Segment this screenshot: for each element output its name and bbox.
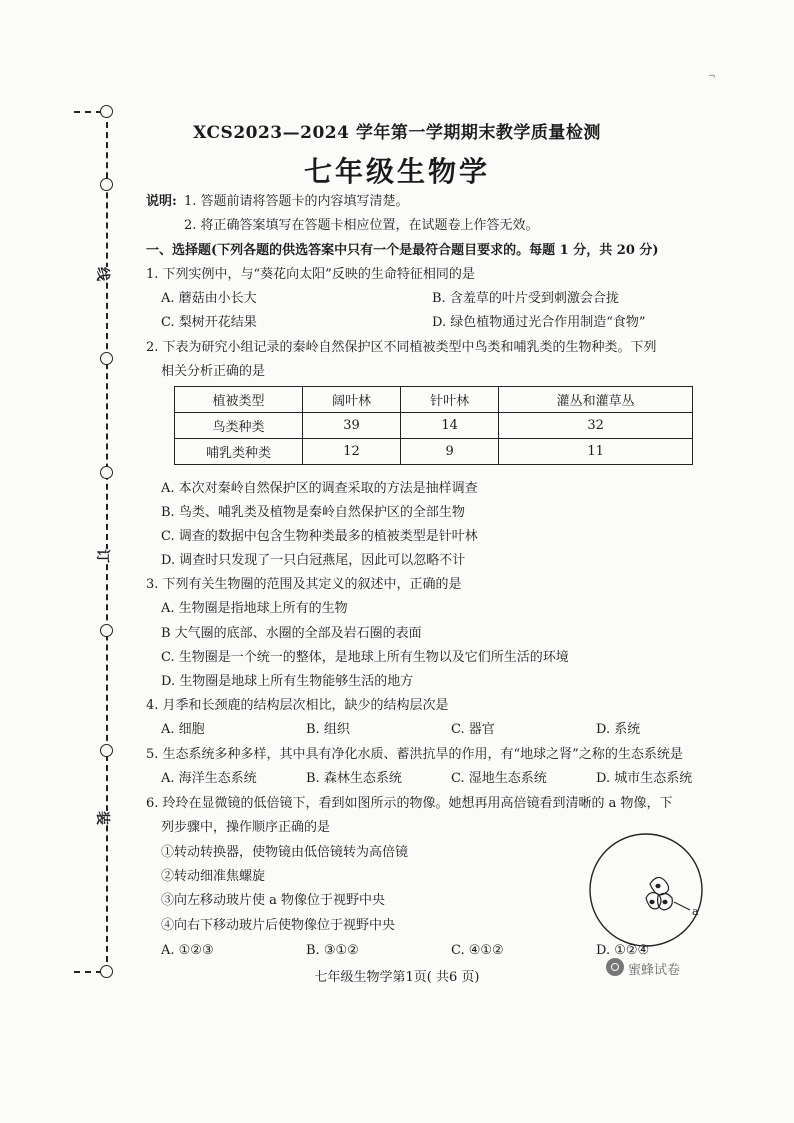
table-header-cell: 针叶林 — [401, 387, 499, 413]
q6-stem-line-2: 列步骤中，操作顺序正确的是 — [161, 820, 331, 835]
q5-option-b: B. 森林生态系统 — [306, 771, 402, 786]
q3-option-d: D. 生物圈是地球上所有生物能够生活的地方 — [161, 674, 414, 689]
binding-hole — [100, 466, 113, 479]
cell-cluster — [646, 877, 672, 910]
notes-label: 说明: — [146, 194, 177, 209]
q2-option-d: D. 调查时只发现了一只白冠燕尾，因此可以忽略不计 — [161, 553, 466, 568]
q5-option-d: D. 城市生态系统 — [596, 771, 693, 786]
q1-option-a: A. 蘑菇由小长大 — [161, 291, 257, 306]
figure-label-a: a — [692, 905, 699, 918]
table-row — [175, 439, 693, 465]
q2-option-c: C. 调查的数据中包含生物种类最多的植被类型是针叶林 — [161, 529, 478, 544]
q1-stem: 1. 下列实例中，与“葵花向太阳”反映的生命特征相同的是 — [146, 267, 475, 282]
q6-step-1: ①转动转换器，使物镜由低倍镜转为高倍镜 — [161, 845, 409, 860]
watermark-text: 蜜蜂试卷 — [628, 963, 681, 978]
q3-option-a: A. 生物圈是指地球上所有的生物 — [161, 601, 348, 616]
binding-hole — [100, 105, 113, 118]
table-cell: 11 — [499, 439, 693, 465]
q2-stem-line-2: 相关分析正确的是 — [161, 364, 266, 379]
q1-option-b: B. 含羞草的叶片受到刺激会合拢 — [432, 291, 619, 306]
q1-option-d: D. 绿色植物通过光合作用制造“食物” — [432, 315, 646, 330]
q3-option-c: C. 生物圈是一个统一的整体，是地球上所有生物以及它们所生活的环境 — [161, 650, 569, 665]
q6-option-c: C. ④①② — [451, 943, 504, 958]
watermark — [606, 956, 706, 978]
microscope-field-figure — [584, 828, 712, 956]
page-footer: 七年级生物学第1页( 共6 页) — [314, 970, 480, 985]
q4-option-a: A. 细胞 — [161, 722, 205, 737]
table-cell: 哺乳类种类 — [175, 439, 303, 465]
table-row — [175, 413, 693, 439]
q6-step-4: ④向右下移动玻片后使物像位于视野中央 — [161, 918, 396, 933]
table-cell: 12 — [303, 439, 401, 465]
binding-hole — [100, 624, 113, 637]
notes-line-1: 1. 答题前请将答题卡的内容填写清楚。 — [184, 194, 409, 209]
label-pointer-line — [674, 902, 690, 910]
q6-option-b: B. ③①② — [306, 943, 359, 958]
q2-stem-line-1: 2. 下表为研究小组记录的秦岭自然保护区不同植被类型中鸟类和哺乳类的生物种类。下列 — [146, 340, 657, 355]
q5-option-a: A. 海洋生态系统 — [161, 771, 257, 786]
binding-char-order: 订 — [93, 549, 113, 563]
q2-option-a: A. 本次对秦岭自然保护区的调查采取的方法是抽样调查 — [161, 481, 478, 496]
field-of-view-circle — [590, 834, 702, 946]
binding-char-bind: 装 — [93, 811, 113, 825]
q4-option-d: D. 系统 — [596, 722, 641, 737]
q4-option-b: B. 组织 — [306, 722, 350, 737]
binding-char-line: 线 — [93, 267, 113, 281]
notes-line-2: 2. 将正确答案填写在答题卡相应位置，在试题卷上作答无效。 — [184, 218, 539, 233]
table-header-row — [175, 387, 693, 413]
table-cell: 14 — [401, 413, 499, 439]
subject-title: 七年级生物学 — [303, 155, 490, 188]
q1-option-c: C. 梨树开花结果 — [161, 315, 257, 330]
q3-option-b: B 大气圈的底部、水圈的全部及岩石圈的表面 — [161, 626, 422, 641]
q6-step-3: ③向左移动玻片使 a 物像位于视野中央 — [161, 893, 386, 908]
table-cell: 39 — [303, 413, 401, 439]
binding-dash-top — [74, 111, 102, 113]
table-header-cell: 灌丛和灌草丛 — [499, 387, 693, 413]
exam-title: XCS2023—2024 学年第一学期期末教学质量检测 — [193, 123, 601, 143]
q4-option-c: C. 器官 — [451, 722, 495, 737]
q5-stem: 5. 生态系统多种多样，其中具有净化水质、蓄洪抗旱的作用，有“地球之肾”之称的生态系统是 — [146, 747, 683, 762]
q5-option-c: C. 湿地生态系统 — [451, 771, 547, 786]
q2-option-b: B. 鸟类、哺乳类及植物是秦岭自然保护区的全部生物 — [161, 505, 465, 520]
table-cell: 9 — [401, 439, 499, 465]
table-cell: 32 — [499, 413, 693, 439]
binding-hole — [100, 352, 113, 365]
corner-mark: ¬ — [708, 72, 716, 82]
watermark-logo-icon — [606, 958, 624, 976]
q6-stem-line-1: 6. 玲玲在显微镜的低倍镜下，看到如图所示的物像。她想再用高倍镜看到清晰的 a 物像，下 — [146, 796, 673, 811]
q4-stem: 4. 月季和长颈鹿的结构层次相比，缺少的结构层次是 — [146, 698, 449, 713]
binding-hole — [100, 744, 113, 757]
table-header-cell: 阔叶林 — [303, 387, 401, 413]
species-table — [174, 386, 693, 465]
q6-option-d: D. ①②④ — [596, 943, 650, 958]
section-heading: 一、选择题(下列各题的供选答案中只有一个是最符合题目要求的。每题 1 分，共 20 分) — [146, 243, 659, 258]
table-cell: 鸟类种类 — [175, 413, 303, 439]
q6-step-2: ②转动细准焦螺旋 — [161, 869, 266, 884]
binding-line — [106, 112, 108, 972]
q3-stem: 3. 下列有关生物圈的范围及其定义的叙述中，正确的是 — [146, 577, 462, 592]
q6-option-a: A. ①②③ — [161, 943, 214, 958]
table-header-cell: 植被类型 — [175, 387, 303, 413]
